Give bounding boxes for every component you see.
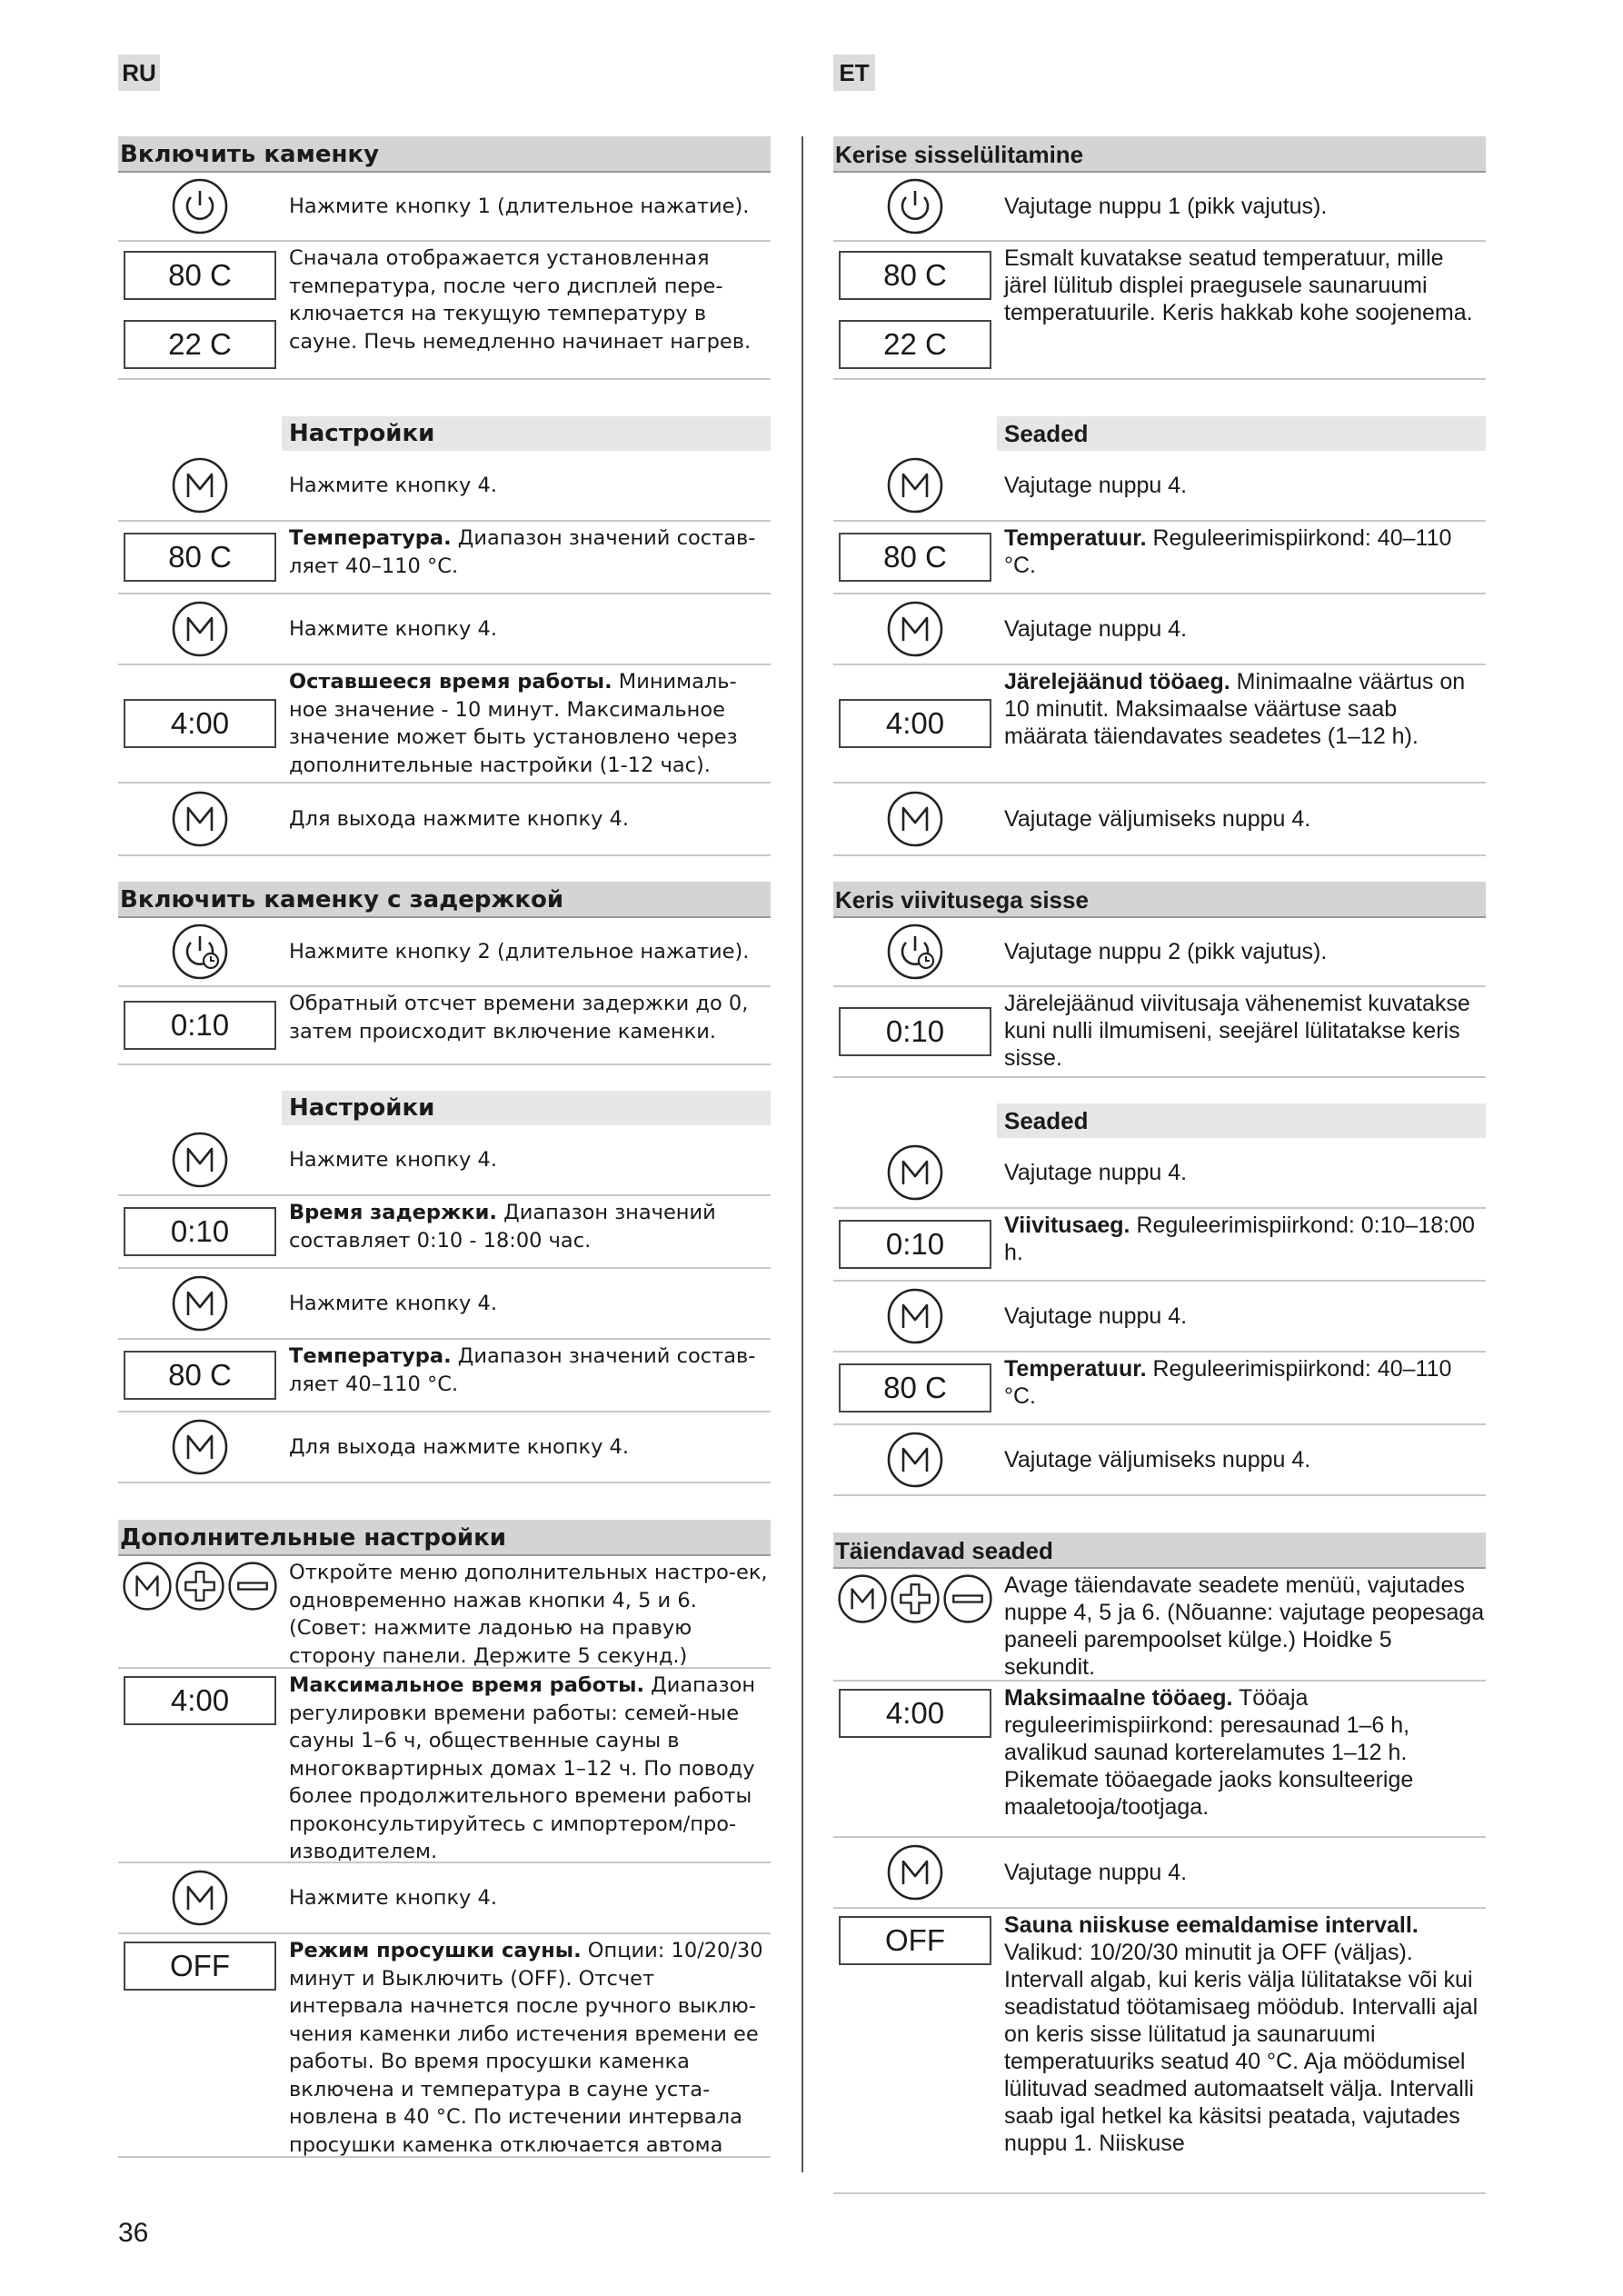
instruction-row <box>833 987 1486 1078</box>
instruction-text: Обратный отсчет времени задержки до 0, затем происходит включение каменки. <box>289 992 749 1043</box>
menu-m-icon <box>885 1286 945 1346</box>
instruction-text: Диапазон значений составляет 0:10 - 18:00 час. <box>289 1201 716 1253</box>
setting-name: Максимальное время работы. <box>289 1673 644 1697</box>
setting-name: Оставшееся время работы. <box>289 670 612 694</box>
instruction-text: Vajutage nuppu 4. <box>1004 473 1188 498</box>
instruction-text: Диапазон значений состав-ляет 40–110 °С. <box>289 1344 756 1396</box>
instruction-row <box>833 1838 1486 1909</box>
display-value: 80 C <box>124 251 276 300</box>
instruction-row <box>118 594 771 665</box>
instruction-text: Нажмите кнопку 4. <box>289 1147 497 1172</box>
subsection-title: Seaded <box>997 416 1486 451</box>
instruction-text: Reguleerimispiirkond: 40–110 °C. <box>1004 525 1452 578</box>
instruction-row <box>118 1863 771 1934</box>
instruction-text: Vajutage nuppu 2 (pikk vajutus). <box>1004 939 1328 964</box>
section-title: Включить каменку <box>118 136 771 173</box>
instruction-text: Откройте меню дополнительных настро-ек, одновременно нажав кнопки 4, 5 и 6. (Совет: нажмите ладонью на правую сторону панели. Держите 5 секунд.) <box>289 1561 768 1668</box>
menu-m-icon <box>885 455 945 515</box>
section-title: Keris viivitusega sisse <box>833 882 1486 918</box>
display-value: 4:00 <box>839 1689 991 1738</box>
instruction-row <box>833 242 1486 380</box>
lang-label-ru: RU <box>118 55 160 91</box>
display-value: 0:10 <box>124 1207 276 1256</box>
instruction-text: Нажмите кнопку 2 (длительное нажатие). <box>289 939 750 963</box>
instruction-row <box>118 1269 771 1340</box>
instruction-row <box>118 987 771 1065</box>
instruction-row <box>118 242 771 380</box>
power-icon <box>170 176 230 236</box>
instruction-text: Avage täiendavate seadete menüü, vajutades nuppe 4, 5 ja 6. (Nõuanne: vajutage peopesaga paneeli parempoolset külge.) Hoidke 5 sekundit. <box>1004 1572 1485 1680</box>
instruction-row <box>118 522 771 594</box>
instruction-text: Vajutage väljumiseks nuppu 4. <box>1004 1447 1311 1472</box>
display-value: 22 C <box>839 320 991 369</box>
display-value: 80 C <box>124 533 276 582</box>
instruction-text: Для выхода нажмите кнопку 4. <box>289 806 630 831</box>
instruction-text: Vajutage nuppu 4. <box>1004 616 1188 642</box>
instruction-text: Vajutage nuppu 4. <box>1004 1860 1188 1885</box>
instruction-row <box>118 918 771 987</box>
instruction-row <box>118 784 771 856</box>
instruction-row <box>118 1556 771 1669</box>
instruction-text: Järelejäänud viivitusaja vähenemist kuvatakse kuni nulli ilmumiseni, seejärel lülitatakse keris sisse. <box>1004 991 1470 1071</box>
instruction-row <box>118 1340 771 1413</box>
section-title: Дополнительные настройки <box>118 1520 771 1556</box>
menu-m-icon <box>170 1130 230 1190</box>
display-value: 80 C <box>839 1363 991 1413</box>
menu-m-icon <box>121 1560 174 1612</box>
subsection-title: Seaded <box>997 1103 1486 1138</box>
section-title: Включить каменку с задержкой <box>118 882 771 918</box>
setting-name: Температура. <box>289 526 452 550</box>
instruction-row <box>118 1413 771 1483</box>
subsection-title: Настройки <box>282 1091 771 1125</box>
instruction-text: Vajutage nuppu 4. <box>1004 1303 1188 1329</box>
setting-name: Температура. <box>289 1344 452 1368</box>
instruction-row <box>833 451 1486 522</box>
instruction-text: Для выхода нажмите кнопку 4. <box>289 1434 630 1459</box>
instruction-row <box>833 1682 1486 1838</box>
instruction-row <box>833 665 1486 784</box>
instruction-row <box>833 918 1486 987</box>
instruction-row <box>833 1353 1486 1425</box>
menu-m-icon <box>170 789 230 849</box>
display-value: 80 C <box>124 1351 276 1400</box>
instruction-row <box>118 1934 771 2158</box>
instruction-text: Vajutage nuppu 4. <box>1004 1160 1188 1185</box>
display-value: 80 C <box>839 251 991 300</box>
menu-m-icon <box>170 1417 230 1477</box>
column-ru <box>118 136 771 2158</box>
instruction-row <box>833 173 1486 242</box>
menu-m-icon <box>836 1572 889 1625</box>
subsection-title: Настройки <box>282 416 771 451</box>
setting-name: Время задержки. <box>289 1201 497 1224</box>
instruction-text: Опции: 10/20/30 минут и Выключить (OFF). Отсчет интервала начнется после ручного выклю-чения каменки либо истечения времени ее работы. Во время просушки каменка включена и температура в сауне уста-новлена в 40 °С. По истечении интервала просушки каменка отключается автома <box>289 1939 763 2157</box>
menu-m-icon <box>170 455 230 515</box>
display-value: 0:10 <box>124 1001 276 1050</box>
display-value: 4:00 <box>124 1676 276 1725</box>
minus-icon <box>226 1560 279 1612</box>
menu-m-icon <box>885 1842 945 1902</box>
section-title: Täiendavad seaded <box>833 1532 1486 1569</box>
lang-label-et: ET <box>833 55 875 91</box>
instruction-text: Tööaja reguleerimispiirkond: peresaunad 1–6 h, avalikud saunad korterelamutes 1–12 h. Pikemate tööaegade jaoks konsulteerige maaletooja/tootjaga. <box>1004 1685 1414 1820</box>
column-et <box>833 136 1486 2194</box>
instruction-row <box>118 665 771 784</box>
instruction-row <box>833 522 1486 594</box>
setting-name: Maksimaalne tööaeg. <box>1004 1685 1233 1711</box>
display-value: 4:00 <box>124 699 276 748</box>
column-divider <box>802 136 803 2172</box>
plus-icon <box>174 1560 226 1612</box>
menu-m-icon <box>885 1143 945 1203</box>
setting-name: Viivitusaeg. <box>1004 1213 1130 1238</box>
display-value: 22 C <box>124 320 276 369</box>
instruction-row <box>118 451 771 522</box>
menu-m-icon <box>170 1868 230 1928</box>
instruction-text: Диапазон значений состав-ляет 40–110 °С. <box>289 526 756 578</box>
instruction-row <box>118 1125 771 1196</box>
instruction-text: Минималь-ное значение - 10 минут. Максимальное значение может быть установлено через дополнительные настройки (1-12 час). <box>289 670 738 777</box>
menu-m-icon <box>885 599 945 659</box>
instruction-text: Нажмите кнопку 4. <box>289 1885 497 1910</box>
instruction-row <box>118 1669 771 1863</box>
instruction-text: Reguleerimispiirkond: 0:10–18:00 h. <box>1004 1213 1475 1265</box>
instruction-text: Нажмите кнопку 4. <box>289 616 497 641</box>
display-value: 4:00 <box>839 699 991 748</box>
instruction-row <box>833 1138 1486 1209</box>
minus-icon <box>941 1572 994 1625</box>
instruction-row <box>833 1282 1486 1353</box>
instruction-row <box>833 784 1486 856</box>
instruction-text: Нажмите кнопку 1 (длительное нажатие). <box>289 194 750 218</box>
section-title: Kerise sisselülitamine <box>833 136 1486 173</box>
instruction-row <box>833 594 1486 665</box>
display-value: 80 C <box>839 533 991 582</box>
delayed-power-icon <box>885 922 945 982</box>
setting-name: Järelejäänud tööaeg. <box>1004 669 1230 694</box>
instruction-row <box>833 1425 1486 1496</box>
plus-icon <box>889 1572 941 1625</box>
instruction-text: Reguleerimispiirkond: 40–110 °C. <box>1004 1356 1452 1409</box>
display-value: 0:10 <box>839 1007 991 1056</box>
instruction-text: Valikud: 10/20/30 minutit ja OFF (väljas). Intervall algab, kui keris välja lülitatakse või kui seadistatud töötamisaeg möödub. Intervalli ajal on keris sisse lülitatud ja saunaruumi temperatuuriks seatud 40 °C. Aja möödumisel lülituvad seadmed automaatselt välja. Intervalli saab igal hetkel ka käsitsi peatada, vajutades nuppu 1. Niiskuse <box>1004 1940 1479 2156</box>
instruction-row <box>833 1569 1486 1682</box>
instruction-text: Нажмите кнопку 4. <box>289 473 497 497</box>
setting-name: Temperatuur. <box>1004 1356 1147 1382</box>
setting-name: Sauna niiskuse eemaldamise intervall. <box>1004 1912 1419 1938</box>
instruction-row <box>833 1209 1486 1282</box>
delayed-power-icon <box>170 922 230 982</box>
display-value: 0:10 <box>839 1220 991 1269</box>
instruction-text: Vajutage nuppu 1 (pikk vajutus). <box>1004 194 1328 219</box>
instruction-row <box>833 1909 1486 2194</box>
instruction-text: Vajutage väljumiseks nuppu 4. <box>1004 806 1311 832</box>
menu-m-icon <box>885 1430 945 1490</box>
instruction-text: Нажмите кнопку 4. <box>289 1291 497 1315</box>
instruction-text: Esmalt kuvatakse seatud temperatuur, mille järel lülitub displei praegusele saunaruumi temperatuurile. Keris hakkab kohe soojenema. <box>1004 245 1473 325</box>
instruction-row <box>118 1196 771 1269</box>
setting-name: Temperatuur. <box>1004 525 1147 551</box>
setting-name: Режим просушки сауны. <box>289 1939 582 1962</box>
menu-m-icon <box>885 789 945 849</box>
display-value: OFF <box>839 1916 991 1965</box>
power-icon <box>885 176 945 236</box>
menu-m-icon <box>170 599 230 659</box>
instruction-text: Сначала отображается установленная температура, после чего дисплей пере-ключается на текущую температуру в сауне. Печь немедленно начинает нагрев. <box>289 246 752 354</box>
instruction-text: Диапазон регулировки времени работы: семей-ные сауны 1–6 ч, общественные сауны в многоквартирных домах 1–12 ч. По поводу более продолжительного времени работы проконсультируйтесь с импортером/про-изводителем. <box>289 1673 756 1863</box>
display-value: OFF <box>124 1942 276 1991</box>
menu-m-icon <box>170 1273 230 1333</box>
instruction-row <box>118 173 771 242</box>
instruction-text: Minimaalne väärtus on 10 minutit. Maksimaalse väärtuse saab määrata täiendavates seadetes (1–12 h). <box>1004 669 1466 749</box>
page-number: 36 <box>118 2218 149 2248</box>
